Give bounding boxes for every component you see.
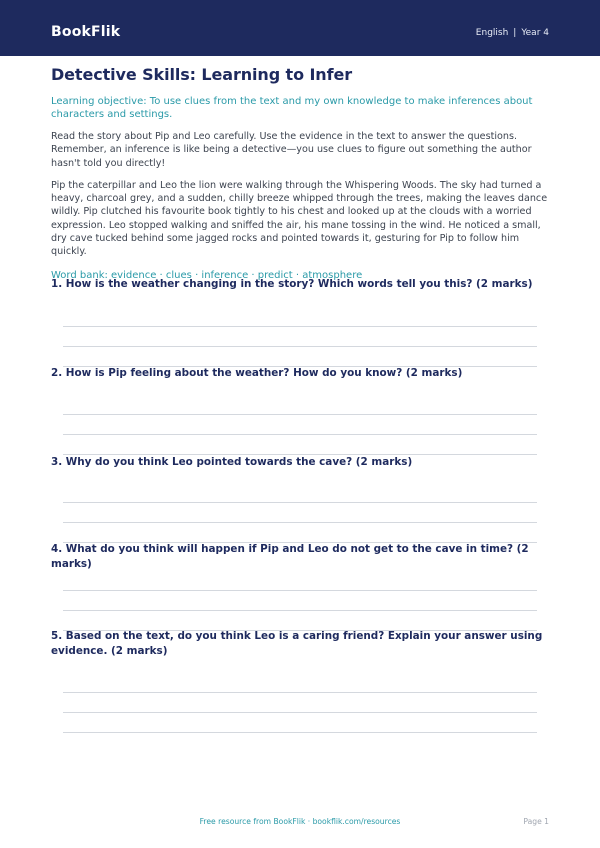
question-1: 1. How is the weather changing in the story? Which words tell you this? (2 marks) [51,278,533,290]
learning-objective: Learning objective: To use clues from the text and my own knowledge to make inferences about characters and settings. [51,96,533,120]
answer-line[interactable] [63,434,537,435]
question-5: 5. Based on the text, do you think Leo is a caring friend? Explain your answer using evidence. (2 marks) [51,630,543,657]
subject-label: English [475,28,509,38]
answer-line[interactable] [63,414,537,415]
site-header [0,0,600,56]
answer-line[interactable] [63,692,537,693]
instructions-paragraph: Read the story about Pip and Leo carefully. Use the evidence in the text to answer the questions. Remember, an inference is like being a detective—you use clues to figure out something the author hasn't told you directly! [51,131,532,169]
subject-year-label [476,26,549,40]
answer-line[interactable] [63,326,537,327]
answer-line[interactable] [63,522,537,523]
page-title: Detective Skills: Learning to Infer [51,65,352,84]
answer-line[interactable] [63,610,537,611]
answer-line[interactable] [63,590,537,591]
year-label: Year 4 [521,28,549,38]
brand-logo[interactable]: BookFlik [51,24,121,40]
answer-line[interactable] [63,502,537,503]
page-number: Page 1 [523,817,549,826]
answer-line[interactable] [63,732,537,733]
question-3: 3. Why do you think Leo pointed towards the cave? (2 marks) [51,456,413,468]
question-4: 4. What do you think will happen if Pip and Leo do not get to the cave in time? (2 marks) [51,543,529,570]
answer-line[interactable] [63,346,537,347]
footer-credit[interactable]: Free resource from BookFlik · bookflik.com/resources [199,817,401,826]
worksheet-intro [51,64,551,282]
meta-separator: | [513,28,517,38]
answer-line[interactable] [63,712,537,713]
word-bank: Word bank: evidence · clues · inference · predict · atmosphere [51,269,363,281]
question-2: 2. How is Pip feeling about the weather? How do you know? (2 marks) [51,367,463,379]
story-paragraph: Pip the caterpillar and Leo the lion were walking through the Whispering Woods. The sky had turned a heavy, charcoal grey, and a sudden, chilly breeze whipped through the trees, making the leaves dance wildly. Pip clutched his favourite book tightly to his chest and looked up at the clouds with a worried expression. Leo stopped walking and sniffed the air, his mane tossing in the wind. He noticed a small, dry cave tucked behind some jagged rocks and pointed towards it, gesturing for Pip to follow him quickly. [51,179,548,258]
